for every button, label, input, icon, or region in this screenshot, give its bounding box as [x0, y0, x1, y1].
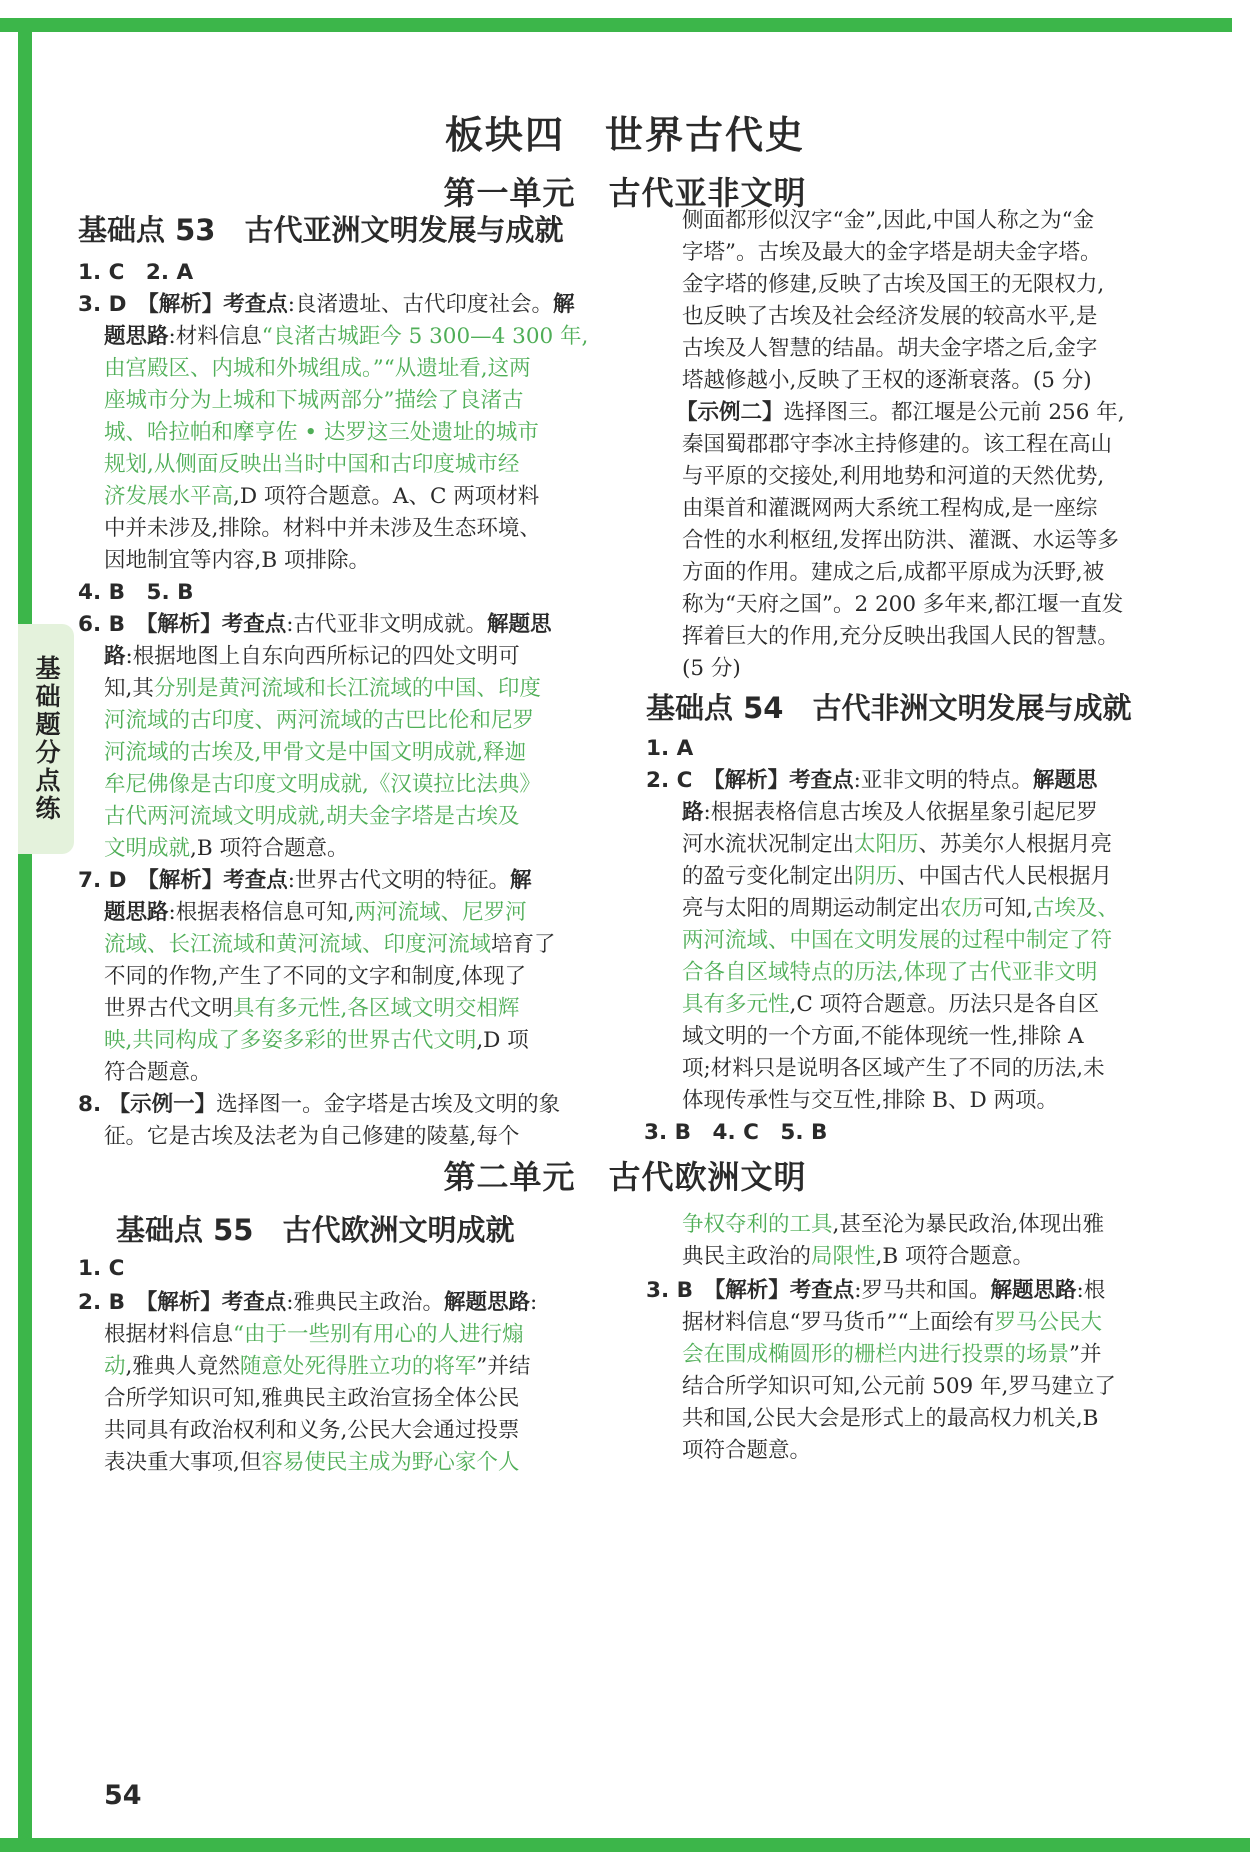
answer-text: :罗马共和国。 [854, 1278, 991, 1303]
section-54-title: 基础点 54 古代非洲文明发展与成就 [646, 691, 1132, 725]
answer-text: 【解析】考查点 [714, 1278, 855, 1303]
answer-line [646, 1276, 1105, 1306]
answer-text: 容易使民主成为野心家个人 [261, 1450, 520, 1475]
answer-line [104, 386, 524, 416]
page-number: 54 [104, 1780, 142, 1811]
answer-text: 座城市分为上城和下城两部分” [104, 388, 395, 413]
answer-line: 称为“天府之国”。2 200 多年来,都江堰一直发 [682, 592, 1124, 617]
answer-text: “良渚古城距今 5 300—4 300 年, [261, 324, 589, 349]
answer-line: 挥着巨大的作用,充分反映出我国人民的智慧。 [682, 624, 1119, 649]
answer-text: ,B 项符合题意。 [190, 836, 349, 861]
answer-text: 、中国古代人民根据月 [897, 864, 1113, 889]
answer-line [682, 1308, 1102, 1338]
answer-line: 塔越修越小,反映了王权的逐渐衰落。(5 分) [682, 368, 1092, 393]
answer-text: 路 [104, 644, 126, 669]
answer-line: 4. B 5. B [78, 580, 194, 605]
answer-line: 古代两河流域文明成就,胡夫金字塔是古埃及 [104, 804, 520, 829]
answer-text: 题思路 [104, 324, 169, 349]
answer-line [104, 322, 588, 352]
answer-line [682, 830, 1112, 860]
answer-text: 局限性 [811, 1244, 876, 1269]
answer-text: 、苏美尔人根据月亮 [918, 832, 1113, 857]
answer-line: 体现传承性与交互性,排除 B、D 两项。 [682, 1088, 1059, 1113]
answer-line: 项;材料只是说明各区域产生了不同的历法,未 [682, 1056, 1105, 1081]
answer-text: “由于一些别有用心的人进行煽 [233, 1322, 524, 1347]
answer-text: 世界古代文明 [104, 996, 234, 1021]
answer-text: 可知, [983, 896, 1033, 921]
bottom-border [0, 1838, 1250, 1852]
answer-text: 具有多元性,各区域文明交相辉 [233, 996, 520, 1021]
answer-text: :根据表格信息古埃及人依据星象引起尼罗 [703, 800, 1098, 825]
answer-line: 古埃及人智慧的结晶。胡夫金字塔之后,金字 [682, 336, 1098, 361]
answer-text: 【解析】考查点 [147, 292, 288, 317]
answer-text: 表决重大事项,但 [104, 1450, 262, 1475]
answer-line [78, 1090, 560, 1120]
answer-line: 符合题意。 [104, 1060, 212, 1085]
answer-text: 6. B [78, 612, 147, 637]
answer-text: 争权夺利的工具 [682, 1212, 833, 1237]
answer-text: :材料信息 [168, 324, 262, 349]
answer-line [78, 290, 575, 320]
answer-text: 2. C [646, 768, 714, 793]
answer-text: :雅典民主政治。 [286, 1290, 445, 1315]
answer-line [78, 258, 193, 288]
answer-line [682, 1340, 1102, 1370]
answer-text: :亚非文明的特点。 [853, 768, 1033, 793]
left-border [18, 18, 32, 1852]
answer-text: 解 [509, 868, 532, 893]
answer-text: ,D 项 [476, 1028, 529, 1053]
answer-text: 据材料信息“罗马货币”“上面绘有 [682, 1310, 995, 1335]
answer-text: ,C 项符合题意。历法只是各自区 [789, 992, 1100, 1017]
answer-line: (5 分) [682, 656, 741, 681]
answer-line [682, 894, 1119, 924]
bottom-left-column [78, 1206, 618, 1475]
answer-line: 不同的作物,产生了不同的文字和制度,体现了 [104, 964, 527, 989]
side-tab [18, 624, 74, 854]
answer-text: 【示例一】 [108, 1092, 217, 1117]
answer-line: 合性的水利枢纽,发挥出防洪、灌溉、水运等多 [682, 528, 1119, 553]
unit2-title: 第二单元 古代欧洲文明 [443, 1158, 807, 1196]
answer-line: 方面的作用。建成之后,成都平原成为沃野,被 [682, 560, 1105, 585]
answer-line: 因地制宜等内容,B 项排除。 [104, 548, 370, 573]
answer-text: :良渚遗址、古代印度社会。 [287, 292, 553, 317]
answer-text: 济发展水平高 [104, 484, 234, 509]
top-border [0, 18, 1232, 32]
answer-text: :世界古代文明的特征。 [287, 868, 510, 893]
answer-line [104, 930, 556, 960]
answer-text: 题思路 [104, 900, 169, 925]
answer-text: 具有多元性 [682, 992, 790, 1017]
answer-line: 中并未涉及,排除。材料中并未涉及生态环境、 [104, 516, 541, 541]
answer-line [78, 610, 552, 640]
side-tab-label: 基础题分点练 [32, 655, 61, 823]
answer-line [682, 1210, 1104, 1240]
answer-text: ,甚至沦为暴民政治,体现出雅 [832, 1212, 1105, 1237]
answer-line: 河流域的古印度、两河流域的古巴比伦和尼罗 [104, 708, 535, 733]
unit1-title: 第一单元 古代亚非文明 [443, 174, 807, 212]
answer-line [682, 990, 1099, 1020]
answer-text: 解题思 [487, 612, 552, 637]
answer-text: 解题思路 [444, 1290, 531, 1315]
answer-line: 1. A [646, 736, 694, 761]
answer-line: 由宫殿区、内城和外城组成。”“从遗址看,这两 [104, 356, 531, 381]
answer-text: 知,其 [104, 676, 154, 701]
answer-line: 与平原的交接处,利用地势和河道的天然优势, [682, 464, 1105, 489]
answer-text: 分别是黄河流域和长江流域的中国、印度 [153, 676, 541, 701]
answer-text: 映,共同构成了多姿多彩的世界古代文明 [104, 1028, 477, 1053]
answer-text: 典民主政治的 [682, 1244, 812, 1269]
answer-text: 文明成就 [104, 836, 191, 861]
answer-text: 动 [104, 1354, 126, 1379]
answer-line [104, 1448, 519, 1478]
answer-text: 解题思 [1032, 768, 1098, 793]
answer-text: 太阳历 [854, 832, 919, 857]
answer-text: 2. B [78, 1290, 147, 1315]
answer-line [104, 1352, 530, 1382]
answer-text: 3. D [78, 292, 148, 317]
answer-text: 路 [682, 800, 704, 825]
answer-line: 由渠首和灌溉网两大系统工程构成,是一座综 [682, 496, 1098, 521]
left-column [78, 206, 618, 1149]
answer-text: 古埃及、 [1032, 896, 1119, 921]
answer-line: 牟尼佛像是古印度文明成就,《汉谟拉比法典》 [104, 772, 541, 797]
answer-line: 字塔”。古埃及最大的金字塔是胡夫金字塔。 [682, 240, 1102, 265]
answer-text: 8. [78, 1092, 109, 1117]
answer-text: :根据地图上自东向西所标记的四处文明可 [125, 644, 520, 669]
answer-text: 【解析】考查点 [146, 1290, 287, 1315]
answer-line: 也反映了古埃及社会经济发展的较高水平,是 [682, 304, 1098, 329]
answer-text: ”并 [1069, 1342, 1102, 1367]
answer-text: : [530, 1290, 538, 1315]
answer-line: 合各自区域特点的历法,体现了古代亚非文明 [682, 960, 1098, 985]
answer-text: 亮与太阳的周期运动制定出 [682, 896, 941, 921]
answer-text: 1. C 2. A [78, 260, 194, 285]
answer-line: 两河流域、中国在文明发展的过程中制定了符 [682, 928, 1113, 953]
answer-text: 培育了 [491, 932, 556, 957]
answer-text: 选择图一。金字塔是古埃及文明的象 [216, 1092, 561, 1117]
answer-text: 【示例二】 [676, 400, 784, 425]
answer-text: 描绘了良渚古 [394, 388, 524, 413]
answer-text: ,雅典人竟然 [125, 1354, 240, 1379]
answer-text: 【解析】考查点 [147, 868, 288, 893]
answer-line: 结合所学知识可知,公元前 509 年,罗马建立了 [682, 1374, 1116, 1399]
answer-text: 会在围成椭圆形的栅栏内进行投票的场景 [682, 1342, 1070, 1367]
answer-text: :根 [1076, 1278, 1106, 1303]
answer-text: ,B 项符合题意。 [875, 1244, 1034, 1269]
answer-text: 选择图三。都江堰是公元前 256 年, [783, 400, 1125, 425]
answer-text: :古代亚非文明成就。 [286, 612, 488, 637]
answer-line [104, 994, 519, 1024]
answer-line [104, 674, 541, 704]
answer-text: 解 [552, 292, 575, 317]
answer-line [682, 1242, 1034, 1272]
answer-line [78, 1288, 537, 1318]
answer-line [104, 482, 539, 512]
answer-text: 阴历 [854, 864, 898, 889]
page-title: 板块四 世界古代史 [444, 113, 805, 157]
answer-line: 秦国蜀郡郡守李冰主持修建的。该工程在高山 [682, 432, 1113, 457]
answer-line [682, 862, 1112, 892]
answer-line [104, 834, 348, 864]
answer-text: 农历 [940, 896, 984, 921]
answer-text: 河水流状况制定出 [682, 832, 855, 857]
answer-text: 3. B [646, 1278, 715, 1303]
answer-text: 流域、长江流域和黄河流域、印度河流域 [104, 932, 492, 957]
answer-text: 7. D [78, 868, 148, 893]
answer-line: 合所学知识可知,雅典民主政治宣扬全体公民 [104, 1386, 520, 1411]
answer-line: 侧面都形似汉字“金”,因此,中国人称之为“金 [682, 208, 1095, 233]
section-55-title: 基础点 55 古代欧洲文明成就 [116, 1213, 515, 1247]
answer-line [676, 398, 1125, 428]
answer-line [104, 1320, 524, 1350]
answer-line: 共和国,公民大会是形式上的最高权力机关,B [682, 1406, 1099, 1431]
answer-text: 两河流域、尼罗河 [354, 900, 527, 925]
answer-text: :根据表格信息可知, [168, 900, 355, 925]
answer-line: 金字塔的修建,反映了古埃及国王的无限权力, [682, 272, 1105, 297]
answer-line [104, 898, 527, 928]
answer-line [104, 1026, 529, 1056]
answer-line: 3. B 4. C 5. B [644, 1120, 828, 1145]
answer-line: 1. C [78, 1256, 125, 1281]
answer-text: ,D 项符合题意。A、C 两项材料 [233, 484, 540, 509]
answer-line: 征。它是古埃及法老为自己修建的陵墓,每个 [104, 1124, 520, 1149]
answer-line [78, 866, 532, 896]
answer-line [682, 798, 1098, 828]
answer-line: 域文明的一个方面,不能体现统一性,排除 A [682, 1024, 1084, 1049]
answer-line: 河流域的古埃及,甲骨文是中国文明成就,释迦 [104, 740, 527, 765]
answer-line [646, 766, 1097, 796]
section-53-title: 基础点 53 古代亚洲文明发展与成就 [78, 213, 564, 247]
answer-text: ”并结 [476, 1354, 531, 1379]
answer-text: 随意处死得胜立功的将军 [239, 1354, 477, 1379]
answer-line [104, 642, 520, 672]
answer-text: 根据材料信息 [104, 1322, 234, 1347]
answer-line: 城、哈拉帕和摩亨佐 • 达罗这三处遗址的城市 [104, 420, 539, 445]
answer-text: 的盈亏变化制定出 [682, 864, 855, 889]
answer-text: 【解析】考查点 [146, 612, 287, 637]
answer-line: 规划,从侧面反映出当时中国和古印度城市经 [104, 452, 520, 477]
answer-text: 【解析】考查点 [713, 768, 854, 793]
answer-line: 共同具有政治权利和义务,公民大会通过投票 [104, 1418, 520, 1443]
answer-line: 项符合题意。 [682, 1438, 812, 1463]
answer-text: 罗马公民大 [994, 1310, 1102, 1335]
answer-text: 解题思路 [990, 1278, 1077, 1303]
